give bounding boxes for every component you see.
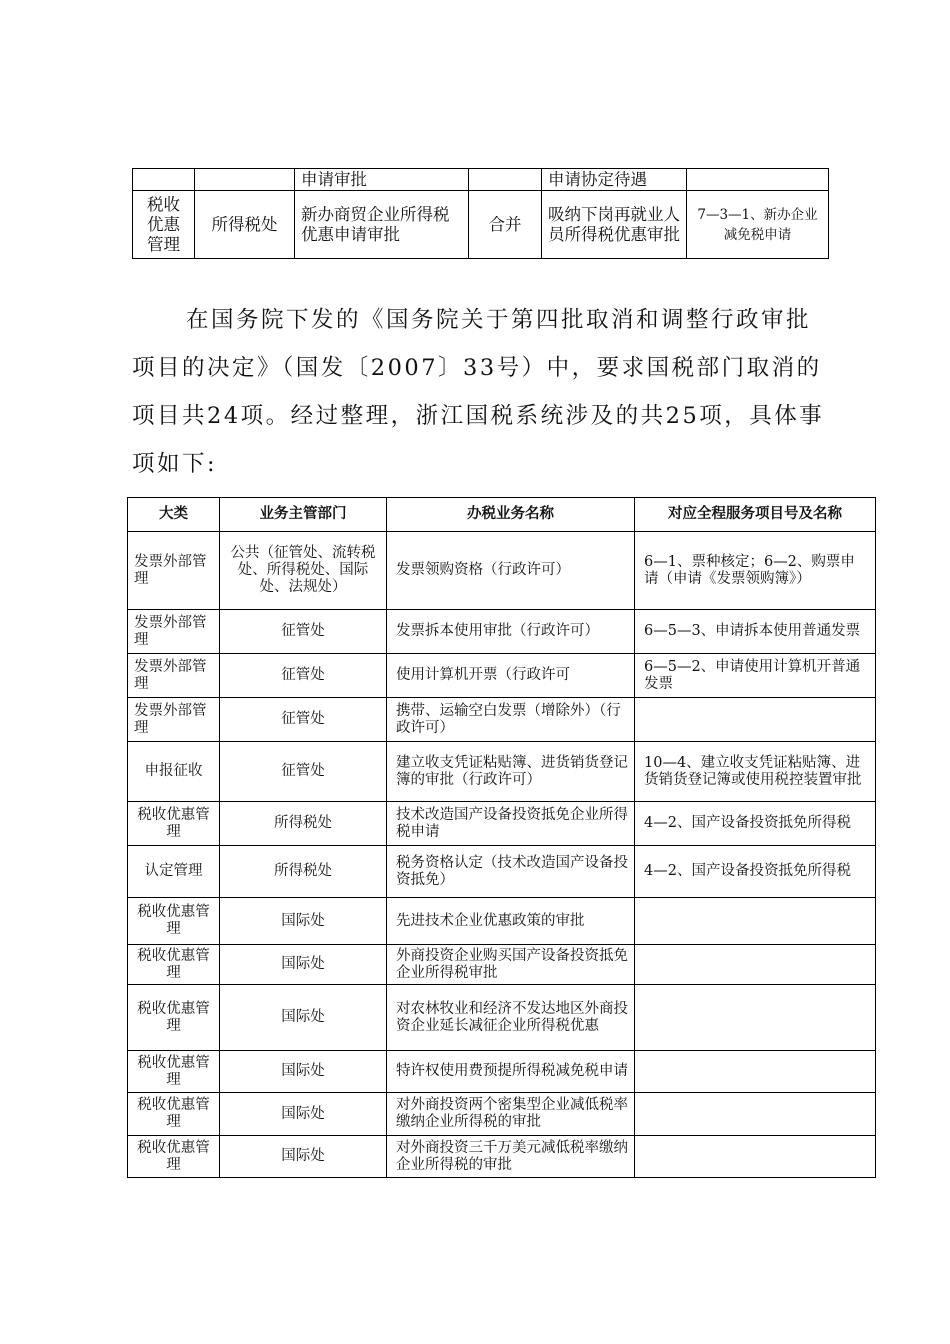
cell-category: 认定管理 xyxy=(128,846,220,898)
cell-item-name: 对农林牧业和经济不发达地区外商投资企业延长减征企业所得税优惠 xyxy=(387,985,635,1051)
cell-category: 发票外部管理 xyxy=(128,654,220,698)
table-row xyxy=(128,742,876,802)
header-item-name: 办税业务名称 xyxy=(387,498,635,532)
cell-service xyxy=(635,698,876,742)
cell: 申请协定待遇 xyxy=(542,169,687,191)
header-department: 业务主管部门 xyxy=(220,498,387,532)
table-row xyxy=(128,985,876,1051)
cell-service xyxy=(635,1136,876,1178)
cell-department: 国际处 xyxy=(220,898,387,945)
cell-item-name: 对外商投资三千万美元减低税率缴纳企业所得税的审批 xyxy=(387,1136,635,1178)
cell-department: 征管处 xyxy=(220,654,387,698)
cell-service xyxy=(635,985,876,1051)
cell-department: 国际处 xyxy=(220,1051,387,1093)
cell-action: 合并 xyxy=(469,191,542,259)
paragraph-text: 在国务院下发的《国务院关于第四批取消和调整行政审批项目的决定》（国发〔2007〕33号）中，要求国税部门取消的项目共24项。经过整理，浙江国税系统涉及的共25项，具体事项如下: xyxy=(132,307,825,477)
cell: 申请审批 xyxy=(295,169,469,191)
cell-item-name: 先进技术企业优惠政策的审批 xyxy=(387,898,635,945)
table-row xyxy=(128,802,876,846)
table-row xyxy=(128,846,876,898)
cell-department: 国际处 xyxy=(220,1136,387,1178)
table-row xyxy=(128,698,876,742)
table-row xyxy=(128,898,876,945)
cell-item-name: 发票拆本使用审批（行政许可） xyxy=(387,610,635,654)
cell-item-name: 对外商投资两个密集型企业减低税率缴纳企业所得税的审批 xyxy=(387,1093,635,1136)
table-row xyxy=(128,1093,876,1136)
header-service: 对应全程服务项目号及名称 xyxy=(635,498,876,532)
cell-category: 税收优惠管理 xyxy=(128,1136,220,1178)
table-row xyxy=(128,532,876,610)
cell-service xyxy=(635,945,876,985)
cell-service: 6—5—2、申请使用计算机开普通发票 xyxy=(635,654,876,698)
cell-department: 所得税处 xyxy=(195,191,295,259)
header-category: 大类 xyxy=(128,498,220,532)
cell-department: 所得税处 xyxy=(220,846,387,898)
cell-category: 发票外部管理 xyxy=(128,610,220,654)
continued-table xyxy=(132,168,829,259)
cell-category: 税收优惠管理 xyxy=(128,1093,220,1136)
main-table xyxy=(127,497,876,1178)
cell-service xyxy=(635,1051,876,1093)
cell-category: 税收优惠管理 xyxy=(128,1051,220,1093)
cell-item: 新办商贸企业所得税优惠申请审批 xyxy=(295,191,469,259)
continued-table-row xyxy=(133,169,829,191)
table-row xyxy=(128,610,876,654)
cell xyxy=(133,169,195,191)
cell-category: 税收优惠管理 xyxy=(128,945,220,985)
cell-category: 税收优惠管理 xyxy=(128,898,220,945)
cell xyxy=(469,169,542,191)
body-paragraph xyxy=(132,296,832,488)
cell-item-name: 税务资格认定（技术改造国产设备投资抵免） xyxy=(387,846,635,898)
main-table-header xyxy=(128,498,876,532)
cell-service: 4—2、国产设备投资抵免所得税 xyxy=(635,802,876,846)
cell-service: 10—4、建立收支凭证粘贴簿、进货销货登记簿或使用税控装置审批 xyxy=(635,742,876,802)
cell-item-name: 外商投资企业购买国产设备投资抵免企业所得税审批 xyxy=(387,945,635,985)
table-row xyxy=(128,1136,876,1178)
cell-item-name: 建立收支凭证粘贴簿、进货销货登记簿的审批（行政许可） xyxy=(387,742,635,802)
cell-service: 6—1、票种核定；6—2、购票申请（申请《发票领购簿》） xyxy=(635,532,876,610)
cell-service: 4—2、国产设备投资抵免所得税 xyxy=(635,846,876,898)
cell-service: 6—5—3、申请拆本使用普通发票 xyxy=(635,610,876,654)
continued-table-row xyxy=(133,191,829,259)
cell-department: 国际处 xyxy=(220,945,387,985)
cell xyxy=(687,169,829,191)
cell-department: 国际处 xyxy=(220,1093,387,1136)
cell-service xyxy=(635,898,876,945)
cell-department: 征管处 xyxy=(220,698,387,742)
table-row xyxy=(128,945,876,985)
cell-category: 税收优惠管理 xyxy=(128,985,220,1051)
cell-item-name: 使用计算机开票（行政许可 xyxy=(387,654,635,698)
cell-category: 税收优惠管理 xyxy=(133,191,195,259)
cell-category: 发票外部管理 xyxy=(128,532,220,610)
cell-merged-item: 吸纳下岗再就业人员所得税优惠审批 xyxy=(542,191,687,259)
cell-category: 税收优惠管理 xyxy=(128,802,220,846)
table-row xyxy=(128,654,876,698)
cell xyxy=(195,169,295,191)
table-row xyxy=(128,1051,876,1093)
cell-item-name: 携带、运输空白发票（增除外）（行政许可） xyxy=(387,698,635,742)
cell-department: 公共（征管处、流转税处、所得税处、国际处、法规处） xyxy=(220,532,387,610)
cell-department: 征管处 xyxy=(220,742,387,802)
cell-item-name: 发票领购资格（行政许可） xyxy=(387,532,635,610)
cell-category: 发票外部管理 xyxy=(128,698,220,742)
cell-service: 7—3—1、新办企业减免税申请 xyxy=(687,191,829,259)
cell-category: 申报征收 xyxy=(128,742,220,802)
cell-item-name: 技术改造国产设备投资抵免企业所得税申请 xyxy=(387,802,635,846)
cell-department: 所得税处 xyxy=(220,802,387,846)
cell-department: 征管处 xyxy=(220,610,387,654)
cell-service xyxy=(635,1093,876,1136)
cell-item-name: 特许权使用费预提所得税减免税申请 xyxy=(387,1051,635,1093)
cell-department: 国际处 xyxy=(220,985,387,1051)
